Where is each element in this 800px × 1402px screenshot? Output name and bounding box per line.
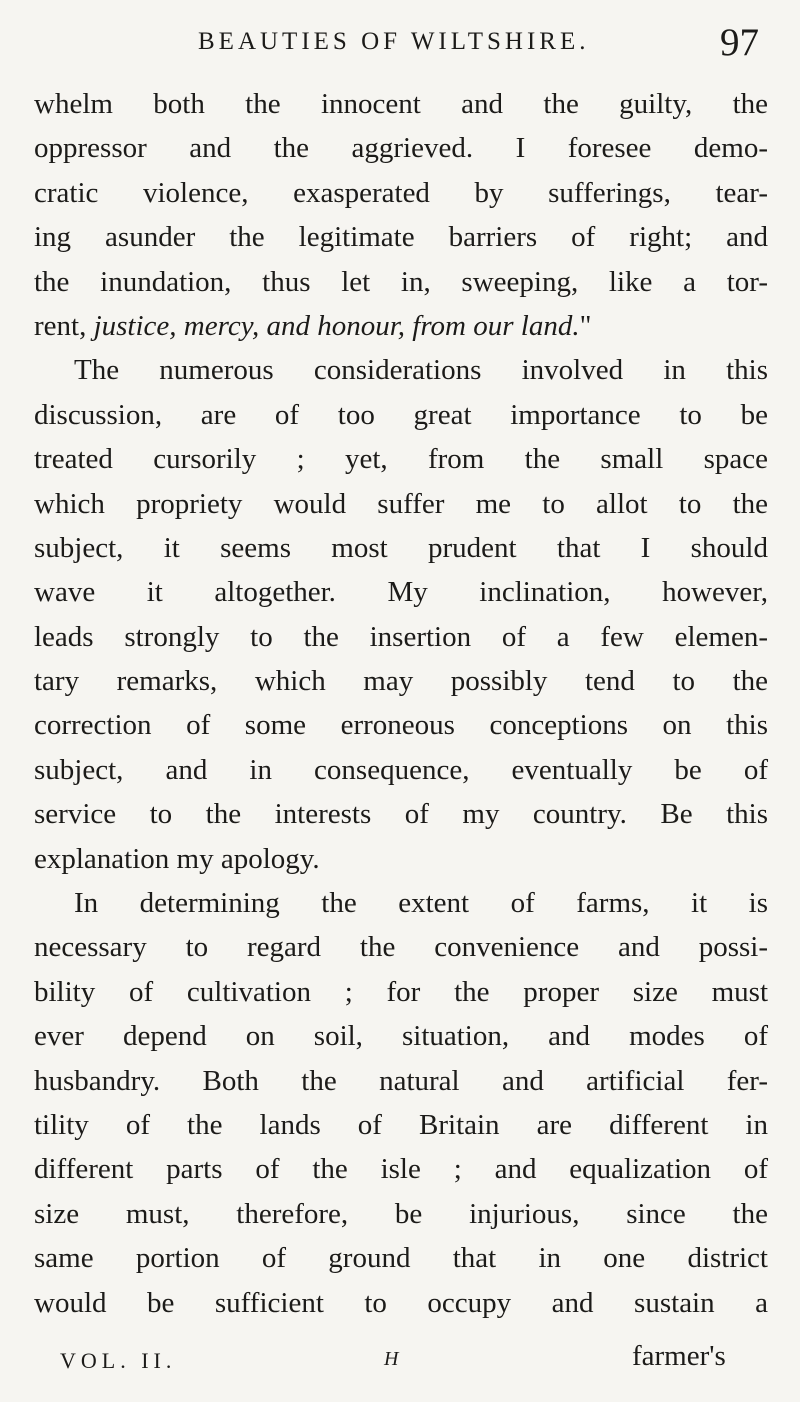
text-line: size must, therefore, be injurious, since the: [34, 1197, 768, 1230]
text-line: tary remarks, which may possibly tend to the: [34, 665, 768, 698]
text-line: which propriety would suffer me to allot to the: [34, 487, 768, 520]
text-line: The numerous considerations involved in this: [74, 354, 768, 387]
text-line: discussion, are of too great importance to be: [34, 398, 768, 431]
text-line: [34, 304, 768, 348]
signature-mark: H: [384, 1348, 399, 1370]
page-number: 97: [720, 21, 759, 64]
text-line: different parts of the isle ; and equalization of: [34, 1153, 768, 1186]
text-line: In determining the extent of farms, it is: [74, 887, 768, 920]
text-line: would be sufficient to occupy and sustain a: [34, 1286, 768, 1319]
text-line: subject, and in consequence, eventually be of: [34, 753, 768, 786]
text-line: explanation my apology.: [34, 842, 320, 875]
text-line: ever depend on soil, situation, and modes of: [34, 1020, 768, 1053]
text-span: rent,: [34, 309, 94, 342]
text-line: tility of the lands of Britain are different in: [34, 1108, 768, 1141]
text-line: subject, it seems most prudent that I should: [34, 531, 768, 564]
body-text: [34, 82, 774, 1325]
running-title: BEAUTIES OF WILTSHIRE.: [198, 28, 590, 55]
text-line: bility of cultivation ; for the proper size must: [34, 975, 768, 1008]
text-line: cratic violence, exasperated by sufferings, tear-: [34, 176, 768, 209]
catchword: farmer's: [632, 1340, 726, 1372]
text-line: necessary to regard the convenience and possi-: [34, 931, 768, 964]
text-line: leads strongly to the insertion of a few elemen-: [34, 620, 768, 653]
text-line: wave it altogether. My inclination, however,: [34, 576, 768, 609]
italic-quote: justice, mercy, and honour, from our land.: [93, 309, 580, 342]
text-line: whelm both the innocent and the guilty, the: [34, 88, 768, 120]
text-line: same portion of ground that in one district: [34, 1242, 768, 1275]
text-line: oppressor and the aggrieved. I foresee demo-: [34, 132, 768, 165]
text-line: the inundation, thus let in, sweeping, like a tor-: [34, 265, 768, 298]
text-span: ": [579, 309, 592, 342]
text-line: ing asunder the legitimate barriers of right; and: [34, 221, 768, 254]
text-line: treated cursorily ; yet, from the small space: [34, 443, 768, 476]
volume-label: VOL. II.: [60, 1348, 177, 1373]
text-line: correction of some erroneous conceptions on this: [34, 709, 768, 742]
page-footer: [0, 1342, 800, 1382]
text-line: husbandry. Both the natural and artificial fer-: [34, 1064, 768, 1097]
text-line: service to the interests of my country. Be this: [34, 798, 768, 831]
page-header: [0, 22, 800, 66]
